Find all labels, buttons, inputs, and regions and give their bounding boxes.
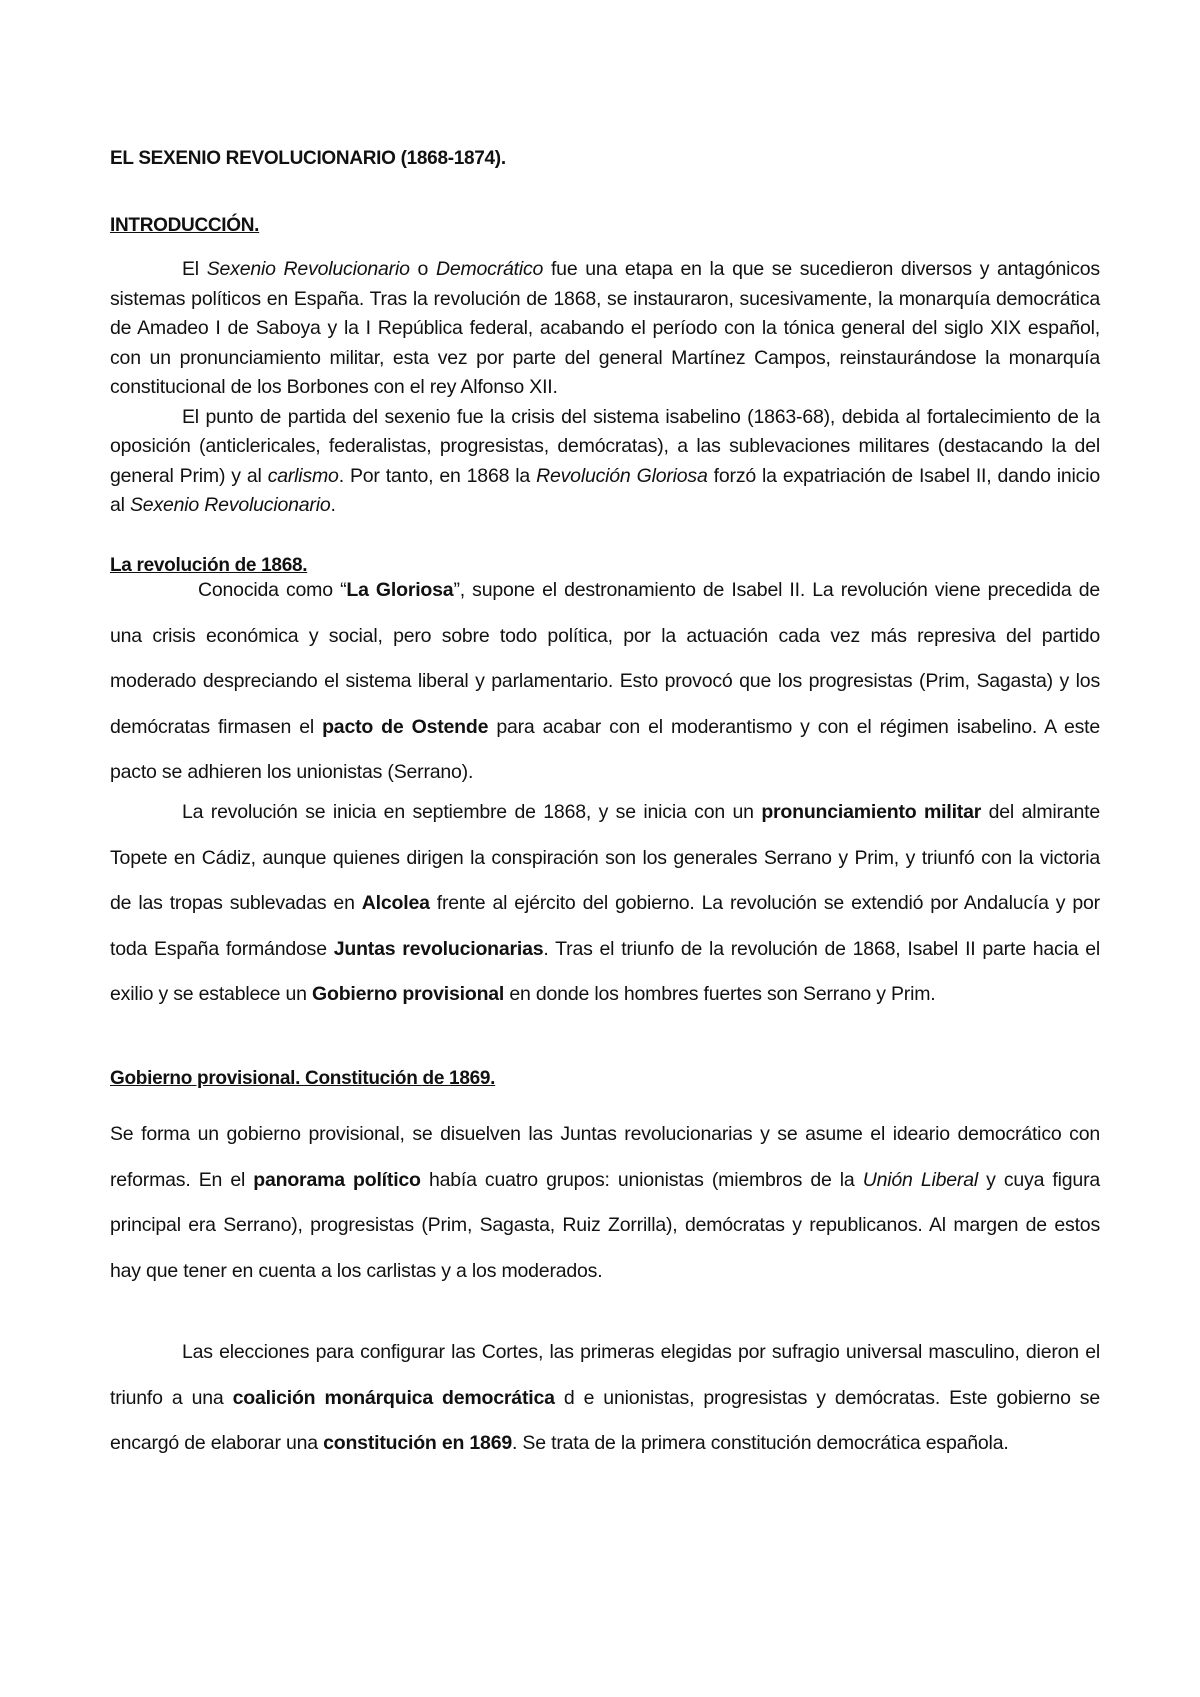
bold-term: pronunciamiento militar bbox=[761, 801, 982, 823]
document-title: EL SEXENIO REVOLUCIONARIO (1868-1874). bbox=[110, 148, 506, 169]
text-span: ”, supone el destronamiento de Isabel II. La revolución viene precedida de una crisis económica y social, pero sobre todo política, por la actuación cada vez más represiva del partido moderado despreciando el sistema liberal y parlamentario. Esto provocó que los progresistas (Prim, Sagasta) y los demócratas firmasen el bbox=[110, 579, 1100, 738]
government-paragraph-1 bbox=[110, 1112, 1100, 1294]
text-span: Las elecciones para configurar las Cortes, las primeras elegidas por sufragio universal masculino, dieron el triunfo a una bbox=[110, 1341, 1100, 1409]
text-span: del almirante Topete en Cádiz, aunque quienes dirigen la conspiración son los generales Serrano y Prim, y triunfó con la victoria de las tropas sublevadas en bbox=[110, 801, 1100, 914]
text-span: La revolución se inicia en septiembre de 1868, y se inicia con un bbox=[182, 801, 762, 823]
bold-term: Alcolea bbox=[361, 892, 430, 914]
revolution-paragraph-2 bbox=[110, 790, 1100, 1018]
revolution-section bbox=[110, 568, 1100, 796]
text-span: El bbox=[182, 258, 207, 280]
text-span: para acabar con el moderantismo y con el régimen isabelino. A este pacto se adhieren los unionistas (Serrano). bbox=[110, 715, 1101, 783]
text-span: en donde los hombres fuertes son Serrano y Prim. bbox=[504, 983, 936, 1005]
italic-term: Revolución Gloriosa bbox=[536, 464, 708, 487]
text-span: . bbox=[330, 494, 336, 516]
bold-term: panorama político bbox=[253, 1168, 421, 1191]
italic-term: Sexenio Revolucionario bbox=[206, 258, 410, 280]
text-span: . Tras el triunfo de la revolución de 1868, Isabel II parte hacia el exilio y se establece un bbox=[110, 937, 1101, 1005]
italic-term: carlismo bbox=[267, 464, 339, 487]
italic-term: Democrático bbox=[435, 258, 544, 280]
revolution-section-2 bbox=[110, 790, 1100, 1018]
intro-paragraph-2 bbox=[110, 403, 1100, 521]
italic-term: Unión Liberal bbox=[862, 1168, 978, 1191]
text-span: Conocida como “ bbox=[198, 579, 347, 601]
bold-term: constitución en 1869 bbox=[323, 1432, 512, 1454]
bold-term: coalición monárquica democrática bbox=[232, 1386, 555, 1409]
bold-term: La Gloriosa bbox=[346, 579, 454, 601]
intro-paragraph-1 bbox=[110, 255, 1100, 403]
government-section-2 bbox=[110, 1330, 1100, 1467]
government-section bbox=[110, 1112, 1100, 1294]
text-span: y cuya figura principal era Serrano), progresistas (Prim, Sagasta, Ruiz Zorrilla), demócratas y republicanos. Al margen de estos hay que tener en cuenta a los carlistas y a los moderados. bbox=[110, 1168, 1101, 1282]
bold-term: Juntas revolucionarias bbox=[333, 937, 544, 960]
intro-section bbox=[110, 255, 1100, 521]
text-span: o bbox=[409, 258, 436, 280]
government-paragraph-2 bbox=[110, 1330, 1100, 1467]
italic-term: Sexenio Revolucionario bbox=[130, 494, 331, 516]
text-span: forzó la expatriación de Isabel II, dando inicio al bbox=[110, 464, 1101, 516]
intro-heading: INTRODUCCIÓN. bbox=[110, 215, 260, 236]
text-span: d e unionistas, progresistas y demócratas. Este gobierno se encargó de elaborar una bbox=[110, 1386, 1100, 1454]
text-span: Se forma un gobierno provisional, se disuelven las Juntas revolucionarias y se asume el ideario democrático con reformas. En el bbox=[110, 1123, 1100, 1191]
text-span: El punto de partida del sexenio fue la crisis del sistema isabelino (1863-68), debida al fortalecimiento de la oposición (anticlericales, federalistas, progresistas, demócratas), a las sublevaciones militares (destacando la del general Prim) y al bbox=[110, 405, 1100, 487]
text-span: fue una etapa en la que se sucedieron diversos y antagónicos sistemas políticos en España. Tras la revolución de 1868, se instauraron, sucesivamente, la monarquía democrática de Amadeo I de Saboya y la I República federal, acabando el período con la tónica general del siglo XIX español, con un pronunciamiento militar, esta vez por parte del general Martínez Campos, reinstaurándose la monarquía constitucional de los Borbones con el rey Alfonso XII. bbox=[110, 258, 1100, 398]
revolution-heading: La revolución de 1868. bbox=[110, 555, 308, 576]
revolution-paragraph-1 bbox=[110, 568, 1100, 796]
text-span: . Por tanto, en 1868 la bbox=[338, 464, 537, 487]
bold-term: pacto de Ostende bbox=[322, 715, 489, 738]
bold-term: Gobierno provisional bbox=[312, 983, 505, 1005]
government-heading: Gobierno provisional. Constitución de 1869. bbox=[110, 1068, 496, 1089]
text-span: . Se trata de la primera constitución democrática española. bbox=[512, 1432, 1009, 1454]
text-span: había cuatro grupos: unionistas (miembros de la bbox=[420, 1168, 863, 1191]
text-span: frente al ejército del gobierno. La revolución se extendió por Andalucía y por toda España formándose bbox=[110, 892, 1100, 960]
